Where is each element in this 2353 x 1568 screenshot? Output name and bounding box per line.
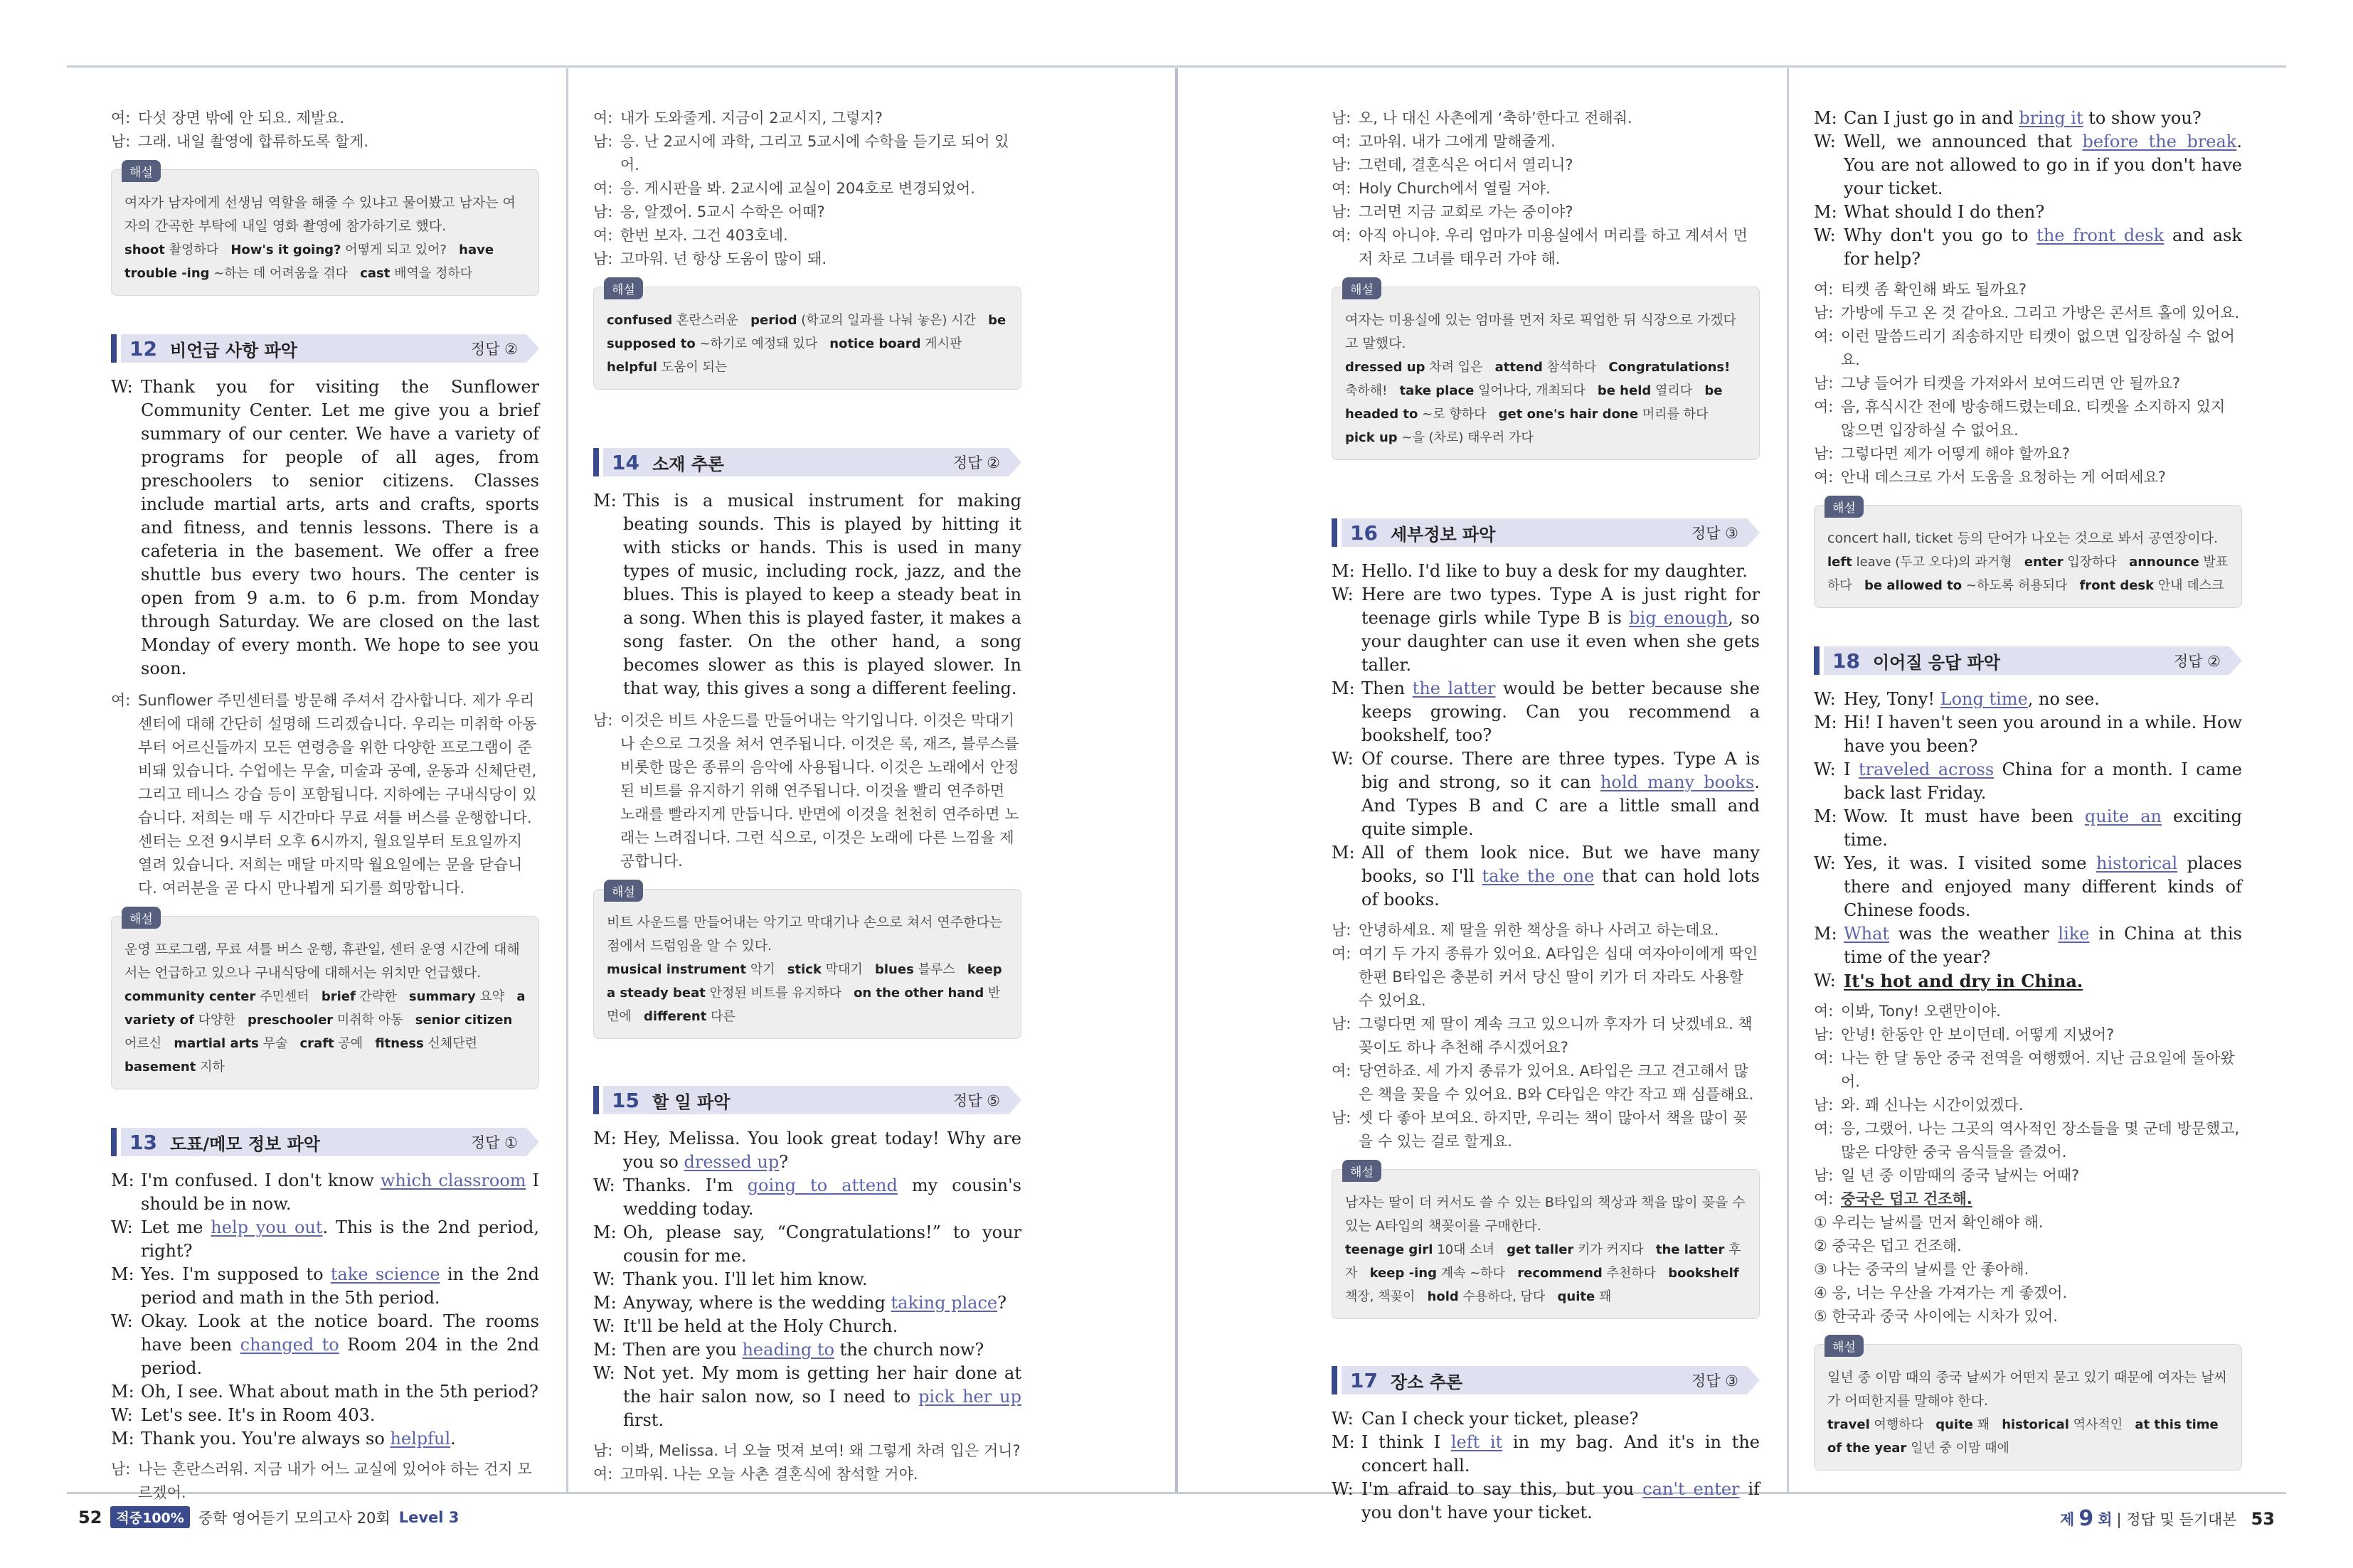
section-header-12 xyxy=(111,334,539,363)
korean-script: 남: 이것은 비트 사운드를 만들어내는 악기입니다. 이것은 막대기나 손으로 그것을 쳐서 연주됩니다. 이것은 록, 재즈, 블루스를 비롯한 많은 종류의 음악에 사용됩니다. 이것은 노래에서 안정된 비트를 유지하기 위해 연주됩니다. 이것을 빨리 연주하면 노래를 빨라지게 만듭니다. 반면에 이것을 천천히 연주하면 노래는 느려집니다. 그런 식으로, 이것은 노래에 다른 느낌을 제공합니다. xyxy=(593,712,1019,870)
column-1 xyxy=(111,107,539,1505)
question-number: 12 xyxy=(129,336,157,361)
vocab-list: community center 주민센터 brief 간략한 summary 요약 a variety of 다양한 preschooler 미취학 아동 senior citizen 어르신 martial arts 무술 craft 공예 fitness 신체단련 basement 지하 xyxy=(124,989,526,1074)
question-title: 비언급 사항 파악 xyxy=(169,340,297,361)
column-divider xyxy=(566,68,568,1492)
english-script: M: I'm confused. I don't know which classroom I should be in now. W: Let me help you out. This is the 2nd period, right? M: Yes. I'm supposed to take science in the 2nd period and math in the 5th period. W: Okay. Look at the notice board. The rooms have been changed to Room 204 in the 2nd period. M: Oh, I see. What about math in the 5th period? W: Let's see. It's in Room 403. M: Thank you. You're always so helpful. xyxy=(111,1170,540,1449)
explanation-box: 해설 남자는 딸이 더 커서도 쓸 수 있는 B타입의 책상과 책을 많이 꽂을 수 있는 A타입의 책꽂이를 구매한다. teenage girl 10대 소녀 get taller 키가 커지다 the latter 후자 keep -ing 계속 ~하다 recommend 추천하다 bookshelf 책장, 책꽂이 hold 수용하다, 담다 quite 꽤 xyxy=(1332,1169,1760,1319)
vocab-list: musical instrument 악기 stick 막대기 blues 블루스 keep a steady beat 안정된 비트를 유지하다 on the other hand 반면에 different 다른 xyxy=(607,962,1002,1024)
option-5: ⑤ 한국과 중국 사이에는 시차가 있어. xyxy=(1814,1308,2058,1325)
english-script: M: Can I just go in and bring it to show you? W: Well, we announced that before the break. You are not allowed to go in if you don't have your ticket. M: What should I do then? W: Why don't you go to the front desk and ask for help? xyxy=(1814,108,2242,269)
english-text: This is a musical instrument for making beating sounds. This is played by hitting it with sticks or hands. This is used in many types of music, including rock, jazz, and the blues. This is played to keep a steady beat in a song. When this is played faster, it makes a song faster. On the other hand, a song becomes slower as this is played slower. In that way, this gives a song a different feeling. xyxy=(623,491,1021,698)
section-header-13: 13 도표/메모 정보 파악 정답 ① xyxy=(111,1128,539,1156)
korean-text: Sunflower 주민센터를 방문해 주셔서 감사합니다. 제가 우리 센터에 대해 간단히 설명해 드리겠습니다. 우리는 미취학 아동부터 어르신들까지 모든 연령층을 위한 다양한 프로그램이 준비돼 있습니다. 수업에는 무술, 미술과 공예, 운동과 신체단련, 그리고 테니스 강습 등이 포함됩니다. 지하에는 구내식당이 있습니다. 저희는 매 두 시간마다 무료 셔틀 버스를 운행합니다. 센터는 오전 9시부터 오후 6시까지, 월요일부터 토요일까지 열려 있습니다. 저희는 매달 마지막 월요일에는 문을 닫습니다. 여러분을 곧 다시 만나뵙게 되기를 희망합니다. xyxy=(138,692,537,897)
dialogue-korean xyxy=(111,107,539,154)
top-rule xyxy=(67,65,2286,68)
korean-script: 여: 내가 도와줄게. 지금이 2교시지, 그렇지? 남: 응. 난 2교시에 과학, 그리고 5교시에 수학을 듣기로 되어 있어. 여: 응. 게시판을 봐. 2교시에 교실이 204호로 변경되었어. 남: 응, 알겠어. 5교시 수학은 어때? 여: 한번 보자. 그건 403호네. 남: 고마워. 넌 항상 도움이 많이 돼. xyxy=(593,110,1009,267)
page-number: 53 xyxy=(2251,1508,2275,1529)
brand-badge: 적중100% xyxy=(110,1506,189,1528)
explanation-box: 해설 confused 혼란스러운 period (학교의 일과를 나눠 놓은) 시간 be supposed to ~하기로 예정돼 있다 notice board 게시판 helpful 도움이 되는 xyxy=(593,287,1021,390)
section-header-16: 16 세부정보 파악 정답 ③ xyxy=(1332,518,1760,547)
english-script: W: Hey, Tony! Long time, no see. M: Hi! I haven't seen you around in a while. How have you been? W: I traveled across China for a month. I came back last Friday. M: Wow. It must have been quite an exciting time. W: Yes, it was. I visited some historical places there and enjoyed many different kinds of Chinese foods. M: What was the weather like in China at this time of the year? W: It's hot and dry in China. xyxy=(1814,689,2243,991)
korean-script: 여: 이봐, Tony! 오랜만이야. 남: 안녕! 한동안 안 보이던데. 어떻게 지냈어? 여: 나는 한 달 동안 중국 전역을 여행했어. 지난 금요일에 돌아왔어. 남: 와. 꽤 신나는 시간이었겠다. 여: 응, 그랬어. 나는 그곳의 역사적인 장소들을 몇 군데 방문했고, 많은 다양한 중국 음식들을 즐겼어. 남: 일 년 중 이맘때의 중국 날씨는 어때? 여: 중국은 덥고 건조해. ① 우리는 날씨를 먼저 확인해야 해. ② 중국은 덥고 건조해. ③ 나는 중국의 날씨를 안 좋아해. ④ 응, 너는 우산을 가져가는 게 좋겠어. ⑤ 한국과 중국 사이에는 시차가 있어. xyxy=(1814,1000,2242,1328)
korean-script: 남: 이봐, Melissa. 너 오늘 멋져 보여! 왜 그렇게 차려 입은 거니? 여: 고마워. 나는 오늘 사촌 결혼식에 참석할 거야. xyxy=(593,1442,1021,1483)
vocab-list: confused 혼란스러운 period (학교의 일과를 나눠 놓은) 시간 be supposed to ~하기로 예정돼 있다 notice board 게시판 helpful 도움이 되는 xyxy=(607,313,1006,375)
explanation-tag: 해설 xyxy=(122,160,161,182)
explanation-box: 해설 운영 프로그램, 무료 셔틀 버스 운행, 휴관일, 센터 운영 시간에 대해서는 언급하고 있으나 구내식당에 대해서는 위치만 언급했다. community center 주민센터 brief 간략한 summary 요약 a variety of 다양한 preschooler 미취학 아동 senior citizen 어르신 martial arts 무술 craft 공예 fitness 신체단련 basement 지하 xyxy=(111,916,539,1089)
korean-line: 남: 그래. 내일 촬영에 합류하도록 할게. xyxy=(111,133,369,150)
answer-label: 정답 ② xyxy=(470,341,518,358)
option-4: ④ 응, 너는 우산을 가져가는 게 좋겠어. xyxy=(1814,1284,2068,1301)
page-gutter xyxy=(1175,68,1178,1492)
english-script: M: Hey, Melissa. You look great today! Why are you so dressed up? W: Thanks. I'm going to attend my cousin's wedding today. M: Oh, please say, “Congratulations!” to your cousin for me. W: Thank you. I'll let him know. M: Anyway, where is the wedding taking place? W: It'll be held at the Holy Church. M: Then are you heading to the church now? W: Not yet. My mom is getting her hair done at the hair salon now, so I need to pick her up first. xyxy=(593,1129,1021,1430)
english-script: W: Can I check your ticket, please? M: I think I left it in my bag. And it's in the concert hall. W: I'm afraid to say this, but you can't enter if you don't have your ticket. xyxy=(1332,1409,1760,1522)
korean-script: 남: 나는 혼란스러워. 지금 내가 어느 교실에 있어야 하는 건지 모르겠어. xyxy=(111,1461,532,1501)
vocab-list: left leave (두고 오다)의 과거형 enter 입장하다 announce 발표하다 be allowed to ~하도록 허용되다 front desk 안내 데스크 xyxy=(1827,555,2229,593)
english-script: W: Thank you for visiting the Sunflower Community Center. Let me give you a brief summary of our center. We have a variety of programs for people of all ages, from preschoolers to senior citizens. Classes include martial arts, arts and crafts, sports and fitness, and tennis lessons. There is a cafeteria in the basement. We offer a free shuttle bus every two hours. The center is open from 9 a.m. to 6 p.m. from Monday through Saturday. We are closed on the last Monday of every month. We hope to see you soon. xyxy=(111,375,539,681)
explanation-box xyxy=(111,166,539,296)
vocab-list: teenage girl 10대 소녀 get taller 키가 커지다 the latter 후자 keep -ing 계속 ~하다 recommend 추천하다 bookshelf 책장, 책꽂이 hold 수용하다, 담다 quite 꽤 xyxy=(1345,1242,1741,1304)
option-3: ③ 나는 중국의 날씨를 안 좋아해. xyxy=(1814,1261,2029,1278)
right-footer: 제 9 회 | 정답 및 듣기대본 53 xyxy=(2060,1506,2275,1531)
explanation-box: 해설 여자는 미용실에 있는 엄마를 먼저 차로 픽업한 뒤 식장으로 가겠다고 말했다. dressed up 차려 입은 attend 참석하다 Congratulations! 축하해! take place 일어나다, 개최되다 be held 열리다 be headed to ~로 향하다 get one's hair done 머리를 하다 pick up ~을 (차로) 태우러 가다 xyxy=(1332,287,1760,460)
section-header-14: 14 소재 추론 정답 ② xyxy=(593,448,1021,476)
vocab-list: shoot 촬영하다 How's it going? 어떻게 되고 있어? have trouble -ing ~하는 데 어려움을 겪다 cast 배역을 정하다 xyxy=(124,242,494,281)
english-script: M: This is a musical instrument for making beating sounds. This is played by hitting it with sticks or hands. This is used in many types of music, including rock, jazz, and the blues. This is played to keep a steady beat in a song. When this is played faster, it makes a song faster. On the other hand, a song becomes slower as this is played slower. In that way, this gives a song a different feeling. xyxy=(593,489,1021,700)
section-header-18: 18 이어질 응답 파악 정답 ② xyxy=(1814,646,2242,675)
english-text: Thank you for visiting the Sunflower Community Center. Let me give you a brief summary of our center. We have a variety of programs for people of all ages, from preschoolers to senior citizens. Classes include martial arts, arts and crafts, sports and fitness, and tennis lessons. There is a cafeteria in the basement. We offer a free shuttle bus every two hours. The center is open from 9 a.m. to 6 p.m. from Monday through Saturday. We are closed on the last Monday of every month. We hope to see you soon. xyxy=(141,377,539,678)
page-number: 52 xyxy=(78,1507,102,1527)
vocab-list: travel 여행하다 quite 꽤 historical 역사적인 at this time of the year 일년 중 이맘 때에 xyxy=(1827,1417,2219,1456)
korean-script: 남: 오, 나 대신 사촌에게 ‘축하’한다고 전해줘. 여: 고마워. 내가 그에게 말해줄게. 남: 그런데, 결혼식은 어디서 열리니? 여: Holy Church에서 열릴 거야. 남: 그러면 지금 교회로 가는 중이야? 여: 아직 아니야. 우리 엄마가 미용실에서 머리를 하고 계셔서 먼저 차로 그녀를 태우러 가야 해. xyxy=(1332,110,1748,267)
series-title: 중학 영어듣기 모의고사 20회 xyxy=(198,1509,391,1527)
column-4 xyxy=(1814,107,2242,1483)
korean-line: 여: 다섯 장면 밖에 안 되요. 제발요. xyxy=(111,110,345,127)
vocab-list: dressed up 차려 입은 attend 참석하다 Congratulations! 축하해! take place 일어나다, 개최되다 be held 열리다 be headed to ~로 향하다 get one's hair done 머리를 하다 pick up ~을 (차로) 태우러 가다 xyxy=(1345,360,1731,445)
option-1: ① 우리는 날씨를 먼저 확인해야 해. xyxy=(1814,1214,2044,1231)
explanation-box: 해설 concert hall, ticket 등의 단어가 나오는 것으로 봐서 공연장이다. left leave (두고 오다)의 과거형 enter 입장하다 announce 발표하다 be allowed to ~하도록 허용되다 front desk 안내 데스크 xyxy=(1814,505,2242,608)
left-footer xyxy=(78,1506,459,1528)
korean-script: 여: 티켓 좀 확인해 봐도 될까요? 남: 가방에 두고 온 것 같아요. 그리고 가방은 콘서트 홀에 있어요. 여: 이런 말씀드리기 죄송하지만 티켓이 없으면 입장하실 수 없어요. 남: 그냥 들어가 티켓을 가져와서 보여드리면 안 될까요? 여: 음, 휴식시간 전에 방송해드렸는데요. 티켓을 소지하지 있지 않으면 입장하실 수 없어요. 남: 그렇다면 제가 어떻게 해야 할까요? 여: 안내 데스크로 가서 도움을 요청하는 게 어떠세요? xyxy=(1814,281,2240,486)
section-header-17: 17 장소 추론 정답 ③ xyxy=(1332,1366,1760,1394)
column-2 xyxy=(593,107,1021,1486)
explanation-box: 해설 일년 중 이맘 때의 중국 날씨가 어떤지 묻고 있기 때문에 여자는 날씨가 어떠한지를 말해야 한다. travel 여행하다 quite 꽤 historical 역사적인 at this time of the year 일년 중 이맘 때에 xyxy=(1814,1344,2242,1471)
explanation-text: 여자가 남자에게 선생님 역할을 해줄 수 있냐고 물어봤고 남자는 여자의 간곡한 부탁에 내일 영화 촬영에 참가하기로 했다. xyxy=(124,195,516,234)
korean-script: 남: 안녕하세요. 제 딸을 위한 책상을 하나 사려고 하는데요. 여: 여기 두 가지 종류가 있어요. A타입은 십대 여자아이에게 딱인 한편 B타입은 충분히 커서 당신 딸이 키가 더 자라도 사용할 수 있어요. 남: 그렇다면 제 딸이 계속 크고 있으니까 후자가 더 낫겠네요. 책꽂이도 하나 추천해 주시겠어요? 여: 당연하죠. 세 가지 종류가 있어요. A타입은 크고 견고해서 많은 책을 꽂을 수 있어요. B와 C타입은 약간 작고 꽤 심플해요. 남: 셋 다 좋아 보여요. 하지만, 우리는 책이 많아서 책을 많이 꽂을 수 있는 걸로 할게요. xyxy=(1332,922,1758,1150)
option-2: ② 중국은 덥고 건조해. xyxy=(1814,1237,1962,1254)
explanation-box: 해설 비트 사운드를 만들어내는 악기고 막대기나 손으로 쳐서 연주한다는 점에서 드럼임을 알 수 있다. musical instrument 악기 stick 막대기 blues 블루스 keep a steady beat 안정된 비트를 유지하다 on the other hand 반면에 different 다른 xyxy=(593,889,1021,1039)
section-label: | 정답 및 듣기대본 xyxy=(2116,1510,2237,1528)
korean-script: 여: Sunflower 주민센터를 방문해 주셔서 감사합니다. 제가 우리 센터에 대해 간단히 설명해 드리겠습니다. 우리는 미취학 아동부터 어르신들까지 모든 연령층을 위한 다양한 프로그램이 준비돼 있습니다. 수업에는 무술, 미술과 공예, 운동과 신체단련, 그리고 테니스 강습 등이 포함됩니다. 지하에는 구내식당이 있습니다. 저희는 매 두 시간마다 무료 셔틀 버스를 운행합니다. 센터는 오전 9시부터 오후 6시까지, 월요일부터 토요일까지 열려 있습니다. 저희는 매달 마지막 월요일에는 문을 닫습니다. 여러분을 곧 다시 만나뵙게 되기를 희망합니다. xyxy=(111,689,539,900)
english-script: M: Hello. I'd like to buy a desk for my daughter. W: Here are two types. Type A is just right for teenage girls while Type B is big enough, so your daughter can use it even when she gets taller. M: Then the latter would be better because she keeps growing. Can you recommend a bookshelf, too? W: Of course. There are three types. Type A is big and strong, so it can hold many books. And Types B and C are a little small and quite simple. M: All of them look nice. But we have many books, so I'll take the one that can hold lots of books. xyxy=(1332,561,1760,910)
column-3 xyxy=(1332,107,1760,1525)
column-divider xyxy=(1787,68,1789,1492)
level-label: Level 3 xyxy=(398,1508,460,1526)
section-header-15: 15 할 일 파악 정답 ⑤ xyxy=(593,1086,1021,1114)
explanation-text: 운영 프로그램, 무료 셔틀 버스 운행, 휴관일, 센터 운영 시간에 대해서는 언급하고 있으나 구내식당에 대해서는 위치만 언급했다. xyxy=(124,942,520,981)
